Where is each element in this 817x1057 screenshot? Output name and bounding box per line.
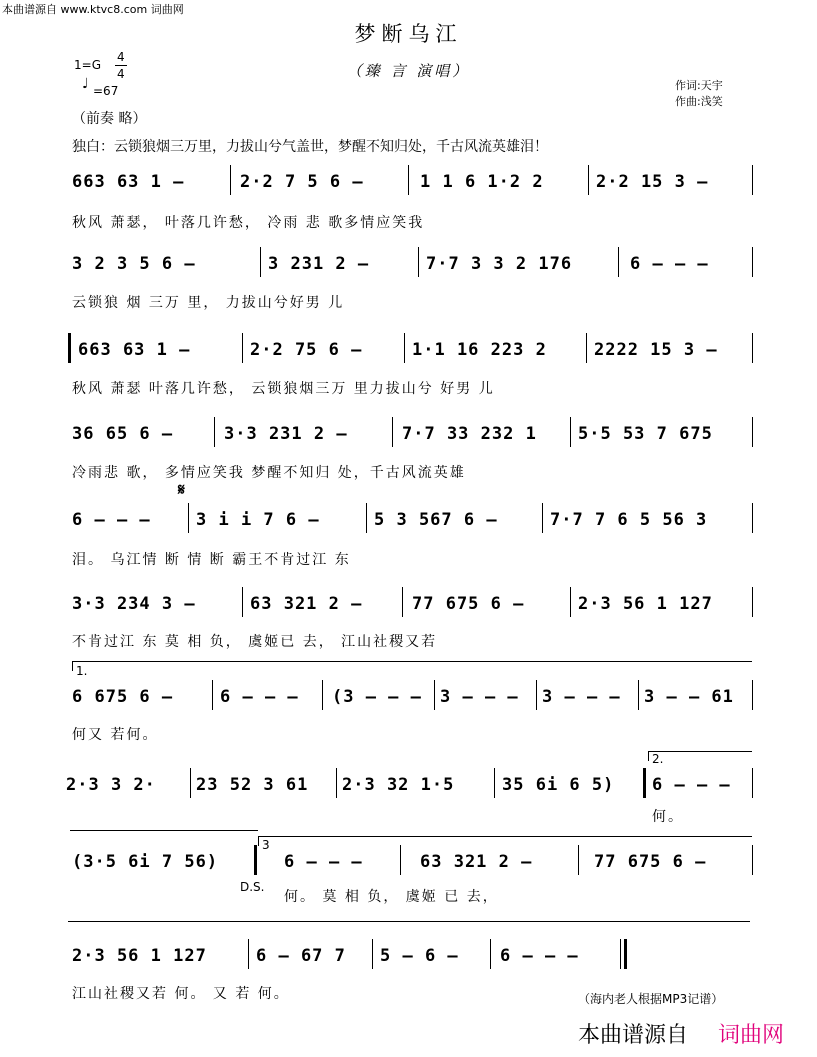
volta-hook <box>648 751 649 761</box>
barline <box>242 333 243 363</box>
measure: 6 – – – <box>284 852 363 872</box>
barline <box>214 417 215 447</box>
barline <box>570 417 571 447</box>
measure: 1 1 6 1·2 2 <box>420 172 544 192</box>
barline <box>402 587 403 617</box>
double-barline <box>254 845 257 875</box>
tempo-marking: =67 <box>93 84 119 98</box>
measure: 3 i i 7 6 – <box>196 510 320 530</box>
volta-2-label: 2. <box>652 752 664 766</box>
measure: 663 63 1 – <box>78 340 191 360</box>
measure: 1·1 16 223 2 <box>412 340 547 360</box>
volta-bracket-2 <box>648 751 752 752</box>
volta-hook <box>72 661 73 671</box>
barline <box>366 503 367 533</box>
measure: (3·5 6i 7 56) <box>72 852 219 872</box>
barline <box>588 165 589 195</box>
lyrics-line: 秋风 萧瑟 叶落几许愁， 云锁狼烟三万 里力拔山兮 好男 儿 <box>72 381 495 397</box>
measure: 7·7 3 3 2 176 <box>426 254 573 274</box>
barline <box>248 939 249 969</box>
measure: 6 – – – <box>630 254 709 274</box>
time-signature-top: 4 <box>117 50 125 64</box>
footer-brand-source: 本曲谱源自 <box>578 1023 689 1048</box>
footer-brand-site: 词曲网 <box>718 1023 785 1048</box>
barline <box>322 680 323 710</box>
barline <box>260 247 261 277</box>
repeat-start-barline <box>68 333 71 363</box>
lyrics-line: 不肯过江 东 莫 相 负， 虞姬已 去， 江山社稷又若 <box>72 634 438 650</box>
barline <box>404 333 405 363</box>
volta-bracket-3 <box>258 836 752 837</box>
composer-credit: 作曲:浅笑 <box>675 95 723 108</box>
volta-3-label: 3 <box>262 838 270 852</box>
barline <box>494 768 495 798</box>
measure: 6 – – – <box>220 687 299 707</box>
song-subtitle: （臻 言 演唱） <box>346 62 471 80</box>
staff-rule <box>70 830 258 831</box>
barline <box>400 845 401 875</box>
song-title: 梦断乌江 <box>354 22 463 46</box>
measure: 2·3 56 1 127 <box>578 594 713 614</box>
volta-1-label: 1. <box>76 664 88 678</box>
measure: 3 231 2 – <box>268 254 370 274</box>
measure: 7·7 7 6 5 56 3 <box>550 510 708 530</box>
measure: 5 – 6 – <box>380 946 459 966</box>
barline <box>230 165 231 195</box>
narration-text: 独白：云锁狼烟三万里，力拔山兮气盖世，梦醒不知归处，千古风流英雄泪！ <box>72 139 548 155</box>
measure: (3 – – – <box>332 687 422 707</box>
barline <box>418 247 419 277</box>
barline <box>578 845 579 875</box>
barline <box>536 680 537 710</box>
measure: 23 52 3 61 <box>196 775 309 795</box>
measure: 3 – – – <box>542 687 621 707</box>
measure: 2·2 15 3 – <box>596 172 709 192</box>
measure: 6 – 67 7 <box>256 946 346 966</box>
lyrics-line: 泪。 乌江情 断 情 断 霸王不肯过江 东 <box>72 552 351 568</box>
barline <box>434 680 435 710</box>
measure: 6 – – – <box>500 946 579 966</box>
final-barline <box>624 939 627 969</box>
source-header: 本曲谱源自 www.ktvc8.com 词曲网 <box>2 3 184 16</box>
measure: 5·5 53 7 675 <box>578 424 713 444</box>
barline <box>638 680 639 710</box>
lyrics-line: 何又 若何。 <box>72 727 159 743</box>
measure: 35 6i 6 5) <box>502 775 615 795</box>
lyrics-line: 江山社稷又若 何。 又 若 何。 <box>72 986 290 1002</box>
measure: 5 3 567 6 – <box>374 510 498 530</box>
lyricist-credit: 作词:天宇 <box>675 79 723 92</box>
volta-bracket-1 <box>72 661 752 662</box>
barline <box>752 165 753 195</box>
barline <box>408 165 409 195</box>
barline <box>752 333 753 363</box>
measure: 2·3 3 2· <box>66 775 156 795</box>
barline <box>490 939 491 969</box>
barline <box>212 680 213 710</box>
measure: 3 2 3 5 6 – <box>72 254 196 274</box>
time-signature-line <box>115 65 127 66</box>
prelude-note: （前奏 略） <box>72 111 147 127</box>
quarter-note-icon: ♩ <box>82 76 89 92</box>
measure: 3 – – – <box>440 687 519 707</box>
volta-hook <box>258 836 259 846</box>
barline <box>188 503 189 533</box>
segno-icon: 𝄋 <box>178 480 185 499</box>
barline <box>752 503 753 533</box>
measure: 6 675 6 – <box>72 687 174 707</box>
measure: 2·2 7 5 6 – <box>240 172 364 192</box>
barline <box>620 939 621 969</box>
staff-rule <box>68 921 750 922</box>
measure: 2·3 56 1 127 <box>72 946 207 966</box>
repeat-end-barline <box>643 768 646 798</box>
lyrics-line: 何。 莫 相 负， 虞姬 已 去， <box>284 889 499 905</box>
measure: 77 675 6 – <box>412 594 525 614</box>
barline <box>392 417 393 447</box>
measure: 6 – – – <box>72 510 151 530</box>
measure: 2·2 75 6 – <box>250 340 363 360</box>
measure: 3·3 234 3 – <box>72 594 196 614</box>
measure: 77 675 6 – <box>594 852 707 872</box>
barline <box>242 587 243 617</box>
lyrics-line: 何。 <box>652 809 684 825</box>
barline <box>752 845 753 875</box>
measure: 63 321 2 – <box>420 852 533 872</box>
barline <box>752 680 753 710</box>
measure: 2·3 32 1·5 <box>342 775 455 795</box>
barline <box>372 939 373 969</box>
barline <box>586 333 587 363</box>
barline <box>190 768 191 798</box>
measure: 663 63 1 – <box>72 172 185 192</box>
lyrics-line: 云锁狼 烟 三万 里， 力拔山兮好男 儿 <box>72 295 345 311</box>
key-signature: 1=G <box>74 58 101 72</box>
measure: 6 – – – <box>652 775 731 795</box>
measure: 2222 15 3 – <box>594 340 718 360</box>
transcriber-note: （海内老人根据MP3记谱） <box>578 992 724 1006</box>
measure: 7·7 33 232 1 <box>402 424 537 444</box>
measure: 63 321 2 – <box>250 594 363 614</box>
measure: 36 65 6 – <box>72 424 174 444</box>
barline <box>752 587 753 617</box>
barline <box>570 587 571 617</box>
measure: 3 – – 61 <box>644 687 734 707</box>
barline <box>752 247 753 277</box>
lyrics-line: 秋风 萧瑟， 叶落几许愁， 冷雨 悲 歌多情应笑我 <box>72 215 425 231</box>
dal-segno-marking: D.S. <box>240 880 265 894</box>
time-signature-bottom: 4 <box>117 67 125 81</box>
barline <box>752 768 753 798</box>
lyrics-line: 冷雨悲 歌， 多情应笑我 梦醒不知归 处，千古风流英雄 <box>72 465 466 481</box>
barline <box>336 768 337 798</box>
barline <box>542 503 543 533</box>
barline <box>752 417 753 447</box>
barline <box>618 247 619 277</box>
measure: 3·3 231 2 – <box>224 424 348 444</box>
